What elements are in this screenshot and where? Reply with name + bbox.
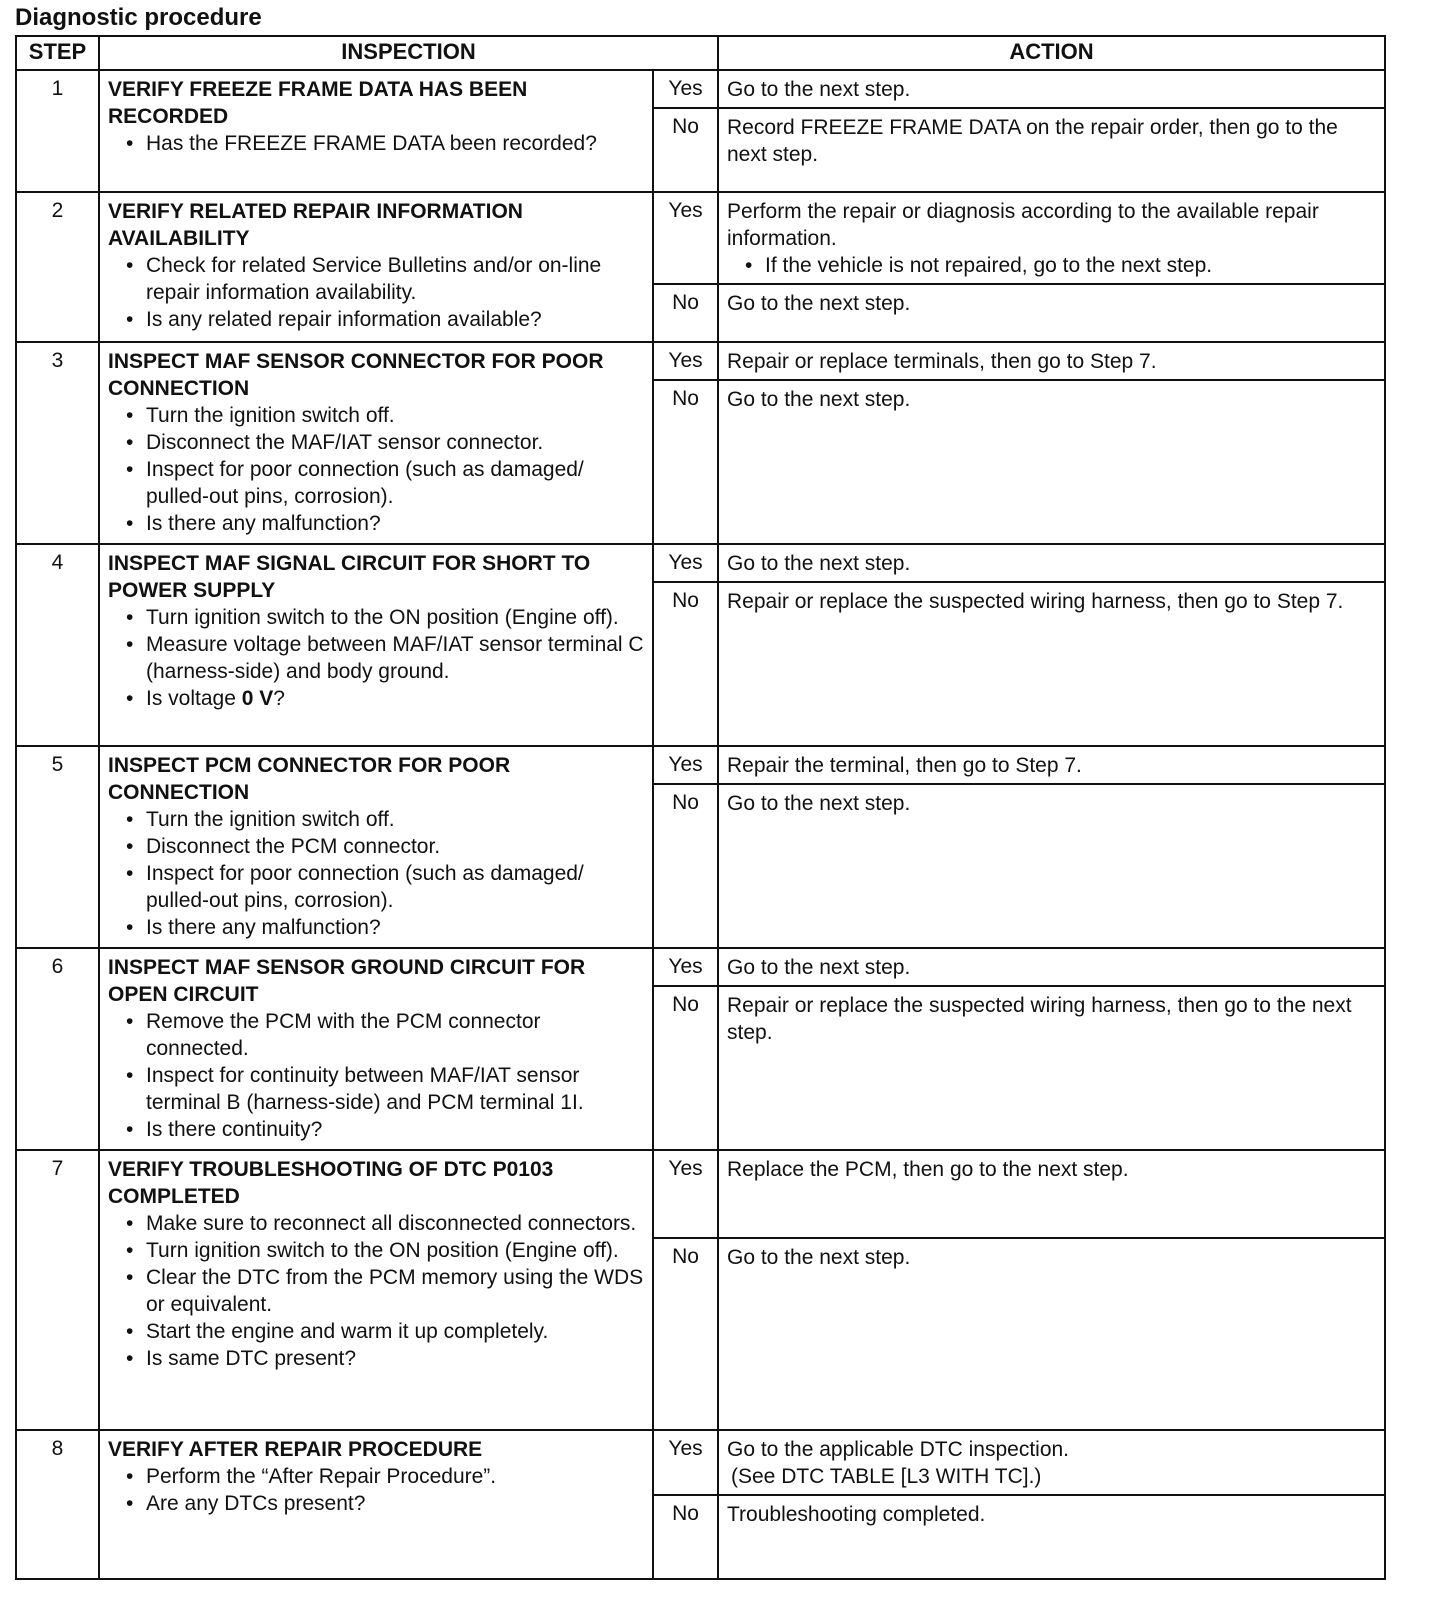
inspection-bullet: • Turn the ignition switch off. xyxy=(130,806,646,833)
step-row xyxy=(16,746,1385,784)
no-label: No xyxy=(653,380,718,544)
step-row xyxy=(16,342,1385,380)
yes-label: Yes xyxy=(653,192,718,284)
no-label: No xyxy=(653,1495,718,1579)
no-label: No xyxy=(653,1238,718,1430)
no-action: Go to the next step. xyxy=(718,380,1385,544)
inspection-bullet: • Is there continuity? xyxy=(130,1116,646,1143)
inspection-cell xyxy=(99,544,653,746)
no-label: No xyxy=(653,986,718,1150)
no-label: No xyxy=(653,784,718,948)
inspection-bullet: • Disconnect the MAF/IAT sensor connector. xyxy=(130,429,646,456)
inspection-title: INSPECT MAF SIGNAL CIRCUIT FOR SHORT TO POWER SUPPLY xyxy=(108,552,591,602)
no-action: Repair or replace the suspected wiring harness, then go to Step 7. xyxy=(718,582,1385,746)
step-row xyxy=(16,192,1385,284)
inspection-cell xyxy=(99,192,653,342)
step-row xyxy=(16,948,1385,986)
inspection-bullet: • Is same DTC present? xyxy=(130,1345,646,1372)
yes-label: Yes xyxy=(653,948,718,986)
inspection-bullet: • Is there any malfunction? xyxy=(130,914,646,941)
header-inspection: INSPECTION xyxy=(99,36,718,70)
inspection-bullet: • Has the FREEZE FRAME DATA been recorded? xyxy=(130,130,646,157)
inspection-bullet: • Is any related repair information available? xyxy=(130,306,646,333)
bullet-text: Is voltage xyxy=(146,687,242,710)
yes-label: Yes xyxy=(653,544,718,582)
inspection-title: INSPECT MAF SENSOR CONNECTOR FOR POOR CONNECTION xyxy=(108,350,604,400)
no-action: Go to the next step. xyxy=(718,784,1385,948)
inspection-bullet: • Remove the PCM with the PCM connector connected. xyxy=(130,1008,646,1062)
no-action: Troubleshooting completed. xyxy=(718,1495,1385,1579)
step-number: 3 xyxy=(16,342,99,544)
inspection-bullet: • Is there any malfunction? xyxy=(130,510,646,537)
inspection-bullets xyxy=(108,252,646,333)
step-row xyxy=(16,1150,1385,1238)
no-label: No xyxy=(653,284,718,342)
bullet-text: ? xyxy=(273,687,285,710)
no-action: Record FREEZE FRAME DATA on the repair order, then go to the next step. xyxy=(718,108,1385,192)
yes-label: Yes xyxy=(653,1150,718,1238)
bullet-bold-value: 0 V xyxy=(241,687,274,710)
inspection-bullets xyxy=(108,806,646,941)
inspection-bullets xyxy=(108,604,646,712)
step-row xyxy=(16,1430,1385,1495)
step-number: 1 xyxy=(16,70,99,192)
inspection-bullet: • Inspect for continuity between MAF/IAT sensor terminal B (harness-side) and PCM terminal 1I. xyxy=(130,1062,646,1116)
yes-action-reference: (See DTC TABLE [L3 WITH TC].) xyxy=(731,1465,1042,1488)
step-row xyxy=(16,70,1385,108)
inspection-bullet: • Turn ignition switch to the ON position (Engine off). xyxy=(130,604,646,631)
header-action: ACTION xyxy=(718,36,1385,70)
inspection-title: VERIFY FREEZE FRAME DATA HAS BEEN RECORDED xyxy=(108,78,528,128)
yes-action: Go to the next step. xyxy=(718,544,1385,582)
inspection-title: VERIFY TROUBLESHOOTING OF DTC P0103 COMPLETED xyxy=(108,1158,554,1208)
no-action: Go to the next step. xyxy=(718,1238,1385,1430)
step-number: 2 xyxy=(16,192,99,342)
yes-action: Go to the next step. xyxy=(718,948,1385,986)
inspection-cell xyxy=(99,1150,653,1430)
no-action: Go to the next step. xyxy=(718,284,1385,342)
yes-action-cell xyxy=(718,1430,1385,1495)
step-number: 6 xyxy=(16,948,99,1150)
inspection-bullets xyxy=(108,1210,646,1372)
no-action: Repair or replace the suspected wiring harness, then go to the next step. xyxy=(718,986,1385,1150)
diagnostic-table xyxy=(15,35,1386,1580)
inspection-cell xyxy=(99,70,653,192)
inspection-cell xyxy=(99,342,653,544)
inspection-title: INSPECT PCM CONNECTOR FOR POOR CONNECTION xyxy=(108,754,511,804)
page-title: Diagnostic procedure xyxy=(15,4,262,31)
inspection-bullet: • Check for related Service Bulletins and/or on-line repair information availability. xyxy=(130,252,646,306)
inspection-bullets xyxy=(108,402,646,537)
inspection-bullet: • Clear the DTC from the PCM memory using the WDS or equivalent. xyxy=(130,1264,646,1318)
inspection-cell xyxy=(99,948,653,1150)
step-number: 5 xyxy=(16,746,99,948)
yes-label: Yes xyxy=(653,70,718,108)
inspection-bullet: • Measure voltage between MAF/IAT sensor terminal C (harness-side) and body ground. xyxy=(130,631,646,685)
inspection-cell xyxy=(99,1430,653,1579)
header-step: STEP xyxy=(16,36,99,70)
inspection-bullets xyxy=(108,130,646,157)
inspection-bullet: • Inspect for poor connection (such as damaged/ pulled-out pins, corrosion). xyxy=(130,456,646,510)
yes-label: Yes xyxy=(653,746,718,784)
inspection-bullet: • Turn the ignition switch off. xyxy=(130,402,646,429)
inspection-bullet: • Make sure to reconnect all disconnected connectors. xyxy=(130,1210,646,1237)
header-row xyxy=(16,36,1385,70)
inspection-bullet: • Are any DTCs present? xyxy=(130,1490,646,1517)
inspection-bullets xyxy=(108,1008,646,1143)
step-number: 4 xyxy=(16,544,99,746)
inspection-bullet: • Start the engine and warm it up completely. xyxy=(130,1318,646,1345)
inspection-bullet xyxy=(130,685,646,712)
inspection-title: INSPECT MAF SENSOR GROUND CIRCUIT FOR OPEN CIRCUIT xyxy=(108,956,586,1006)
action-bullet: • If the vehicle is not repaired, go to the next step. xyxy=(749,252,1376,279)
yes-action: Repair the terminal, then go to Step 7. xyxy=(718,746,1385,784)
yes-action: Perform the repair or diagnosis according to the available repair information. xyxy=(727,200,1319,250)
no-label: No xyxy=(653,108,718,192)
inspection-bullets xyxy=(108,1463,646,1517)
inspection-bullet: • Disconnect the PCM connector. xyxy=(130,833,646,860)
yes-action: Repair or replace terminals, then go to Step 7. xyxy=(718,342,1385,380)
inspection-bullet: • Perform the “After Repair Procedure”. xyxy=(130,1463,646,1490)
inspection-bullet: • Inspect for poor connection (such as damaged/ pulled-out pins, corrosion). xyxy=(130,860,646,914)
yes-action: Replace the PCM, then go to the next step. xyxy=(718,1150,1385,1238)
yes-action-cell xyxy=(718,192,1385,284)
yes-label: Yes xyxy=(653,342,718,380)
yes-action: Go to the next step. xyxy=(718,70,1385,108)
no-label: No xyxy=(653,582,718,746)
inspection-title: VERIFY RELATED REPAIR INFORMATION AVAILABILITY xyxy=(108,200,523,250)
action-bullets xyxy=(727,252,1376,279)
step-row xyxy=(16,544,1385,582)
step-number: 7 xyxy=(16,1150,99,1430)
yes-label: Yes xyxy=(653,1430,718,1495)
inspection-bullet: • Turn ignition switch to the ON position (Engine off). xyxy=(130,1237,646,1264)
step-number: 8 xyxy=(16,1430,99,1579)
inspection-cell xyxy=(99,746,653,948)
inspection-title: VERIFY AFTER REPAIR PROCEDURE xyxy=(108,1438,483,1461)
yes-action: Go to the applicable DTC inspection. xyxy=(727,1438,1070,1461)
